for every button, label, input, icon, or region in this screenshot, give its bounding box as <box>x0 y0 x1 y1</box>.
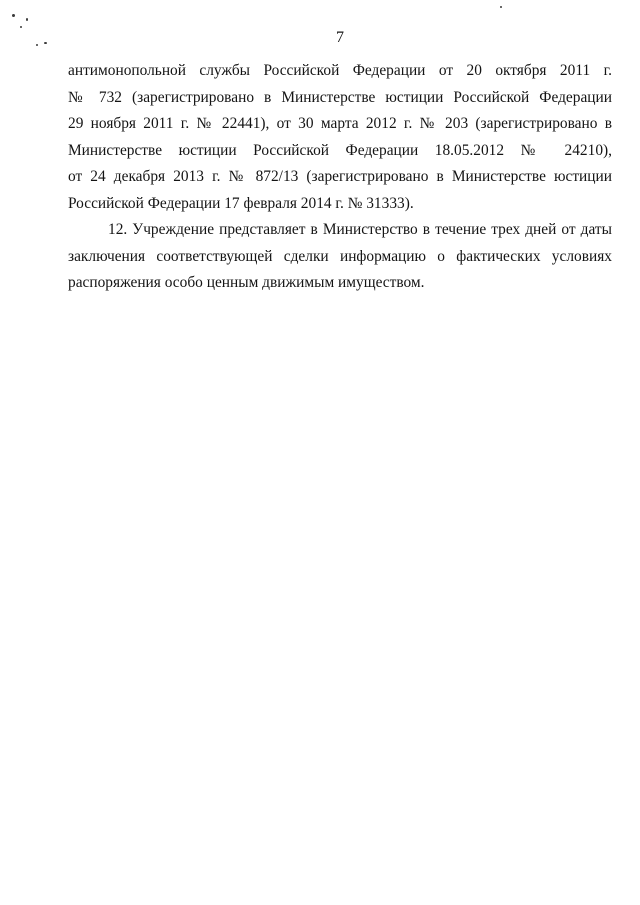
text-line: заключения соответствующей сделки информацию о фактических условиях <box>68 247 612 265</box>
text-line: распоряжения особо ценным движимым имуществом. <box>68 274 425 291</box>
text-line: 12. Учреждение представляет в Министерство в течение трех дней от даты <box>108 221 612 238</box>
text-line: от 24 декабря 2013 г. № 872/13 (зарегистрировано в Министерстве юстиции <box>68 168 612 185</box>
paragraph-continuation <box>68 58 612 217</box>
text-line: Российской Федерации 17 февраля 2014 г. № 31333). <box>68 194 414 212</box>
text-line: антимонопольной службы Российской Федерации от 20 октября 2011 г. <box>68 62 612 79</box>
text-line: Министерстве юстиции Российской Федерации 18.05.2012 № 24210), <box>68 141 612 159</box>
paragraph-12 <box>68 217 612 297</box>
text-line: 29 ноября 2011 г. № 22441), от 30 марта 2012 г. № 203 (зарегистрировано в <box>68 115 612 132</box>
scan-speck <box>12 14 15 17</box>
document-body <box>68 58 612 297</box>
scan-speck <box>26 18 28 21</box>
page-number: 7 <box>336 29 344 46</box>
text-line: № 732 (зарегистрировано в Министерстве юстиции Российской Федерации <box>68 88 612 106</box>
scan-speck <box>500 6 502 8</box>
